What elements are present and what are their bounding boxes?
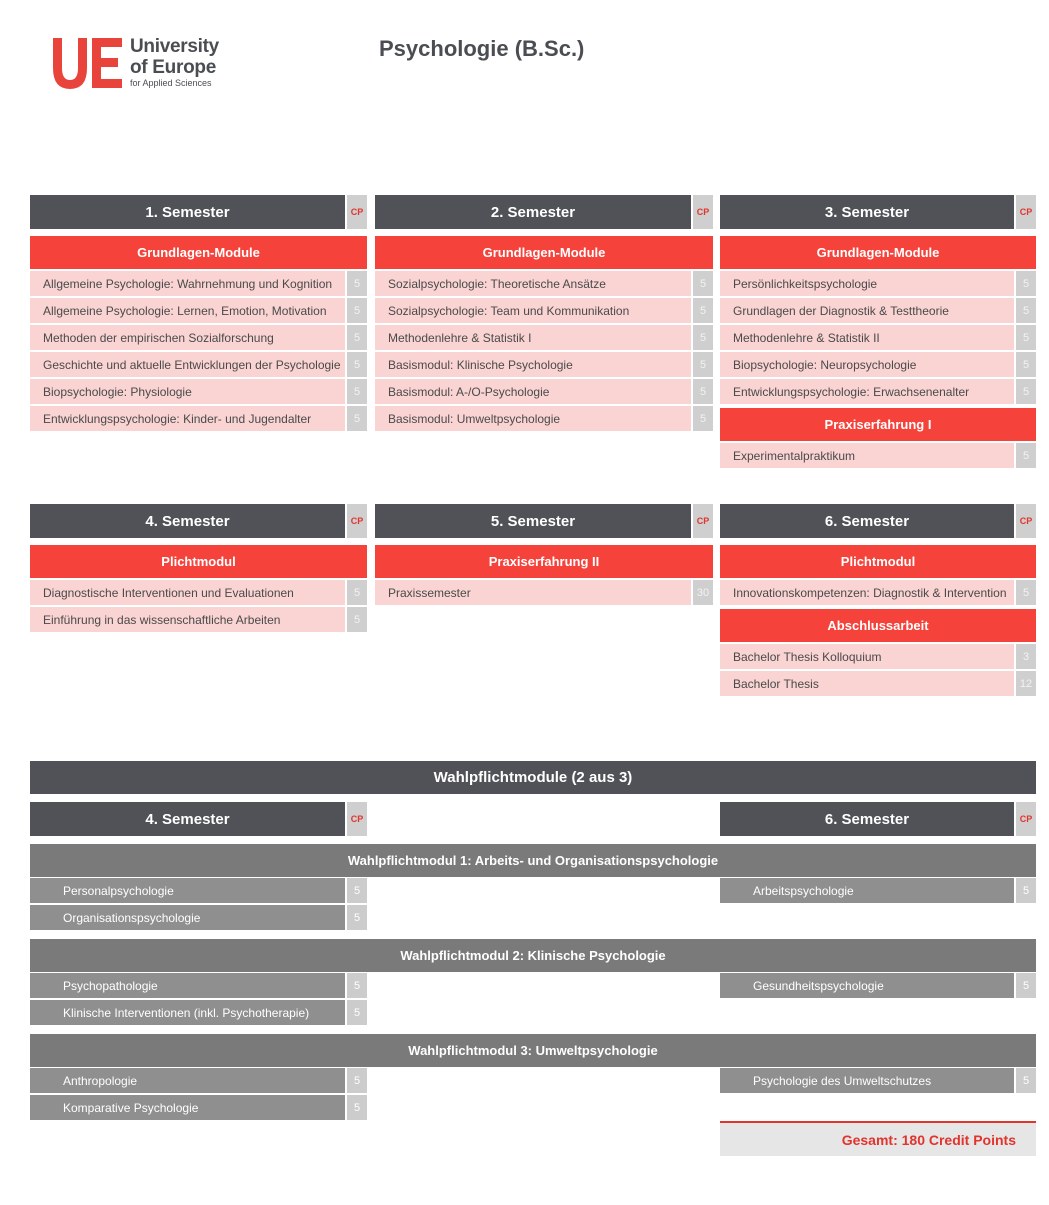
module-name: Sozialpsychologie: Team und Kommunikation <box>375 298 691 323</box>
module-cp: 5 <box>347 1000 367 1025</box>
module-row <box>720 325 1036 350</box>
semester-name: 5. Semester <box>375 504 691 538</box>
module-name: Methodenlehre & Statistik I <box>375 325 691 350</box>
module-row <box>30 271 367 296</box>
semester-name: 4. Semester <box>30 802 345 836</box>
module-row <box>30 352 367 377</box>
module-cp: 5 <box>693 379 713 404</box>
module-name: Arbeitspsychologie <box>720 878 1014 903</box>
module-name: Geschichte und aktuelle Entwicklungen der Psychologie <box>30 352 345 377</box>
module-name: Einführung in das wissenschaftliche Arbeiten <box>30 607 345 632</box>
cp-label: CP <box>347 195 367 229</box>
module-row <box>720 379 1036 404</box>
semester-header <box>720 195 1036 229</box>
module-cp: 5 <box>347 580 367 605</box>
elective-module-row <box>30 1095 367 1120</box>
module-group-title: Praxiserfahrung II <box>375 545 713 578</box>
module-row <box>30 406 367 431</box>
module-row <box>375 406 713 431</box>
cp-label: CP <box>347 802 367 836</box>
module-row <box>375 271 713 296</box>
module-name: Allgemeine Psychologie: Wahrnehmung und Kognition <box>30 271 345 296</box>
module-cp: 3 <box>1016 644 1036 669</box>
cp-label: CP <box>1016 802 1036 836</box>
module-cp: 5 <box>1016 352 1036 377</box>
module-cp: 5 <box>693 325 713 350</box>
cp-label: CP <box>347 504 367 538</box>
module-name: Personalpsychologie <box>30 878 345 903</box>
module-row <box>720 644 1036 669</box>
module-name: Basismodul: Umweltpsychologie <box>375 406 691 431</box>
module-name: Sozialpsychologie: Theoretische Ansätze <box>375 271 691 296</box>
module-name: Anthropologie <box>30 1068 345 1093</box>
elective-section-title: Wahlpflichtmodule (2 aus 3) <box>30 761 1036 794</box>
semester-header <box>30 195 367 229</box>
module-row <box>720 443 1036 468</box>
elective-module-row <box>720 878 1036 903</box>
semester-name: 2. Semester <box>375 195 691 229</box>
module-name: Psychopathologie <box>30 973 345 998</box>
module-cp: 5 <box>347 379 367 404</box>
module-row <box>720 352 1036 377</box>
module-row <box>375 580 713 605</box>
elective-module-row <box>30 1000 367 1025</box>
module-name: Methodenlehre & Statistik II <box>720 325 1014 350</box>
cp-label: CP <box>693 504 713 538</box>
semester-header <box>375 195 713 229</box>
module-name: Entwicklungspsychologie: Erwachsenenalter <box>720 379 1014 404</box>
module-cp: 5 <box>693 406 713 431</box>
elective-module-row <box>30 1068 367 1093</box>
semester-name: 6. Semester <box>720 802 1014 836</box>
module-group-title: Plichtmodul <box>720 545 1036 578</box>
elective-module-row <box>30 973 367 998</box>
module-cp: 5 <box>347 271 367 296</box>
module-name: Bachelor Thesis <box>720 671 1014 696</box>
elective-module-row <box>30 905 367 930</box>
logo-line-1: University <box>130 36 219 57</box>
module-cp: 5 <box>347 1068 367 1093</box>
elective-group-title: Wahlpflichtmodul 3: Umweltpsychologie <box>30 1034 1036 1067</box>
module-group-title: Praxiserfahrung I <box>720 408 1036 441</box>
module-row <box>375 379 713 404</box>
module-cp: 30 <box>693 580 713 605</box>
module-cp: 5 <box>1016 271 1036 296</box>
module-cp: 5 <box>693 298 713 323</box>
semester-name: 1. Semester <box>30 195 345 229</box>
module-row <box>30 325 367 350</box>
module-row <box>30 607 367 632</box>
cp-label: CP <box>693 195 713 229</box>
semester-header <box>375 504 713 538</box>
cp-label: CP <box>1016 504 1036 538</box>
elective-module-row <box>720 1068 1036 1093</box>
semester-name: 4. Semester <box>30 504 345 538</box>
module-cp: 5 <box>1016 379 1036 404</box>
module-name: Praxissemester <box>375 580 691 605</box>
module-cp: 5 <box>347 406 367 431</box>
module-cp: 5 <box>347 1095 367 1120</box>
total-credit-points: Gesamt: 180 Credit Points <box>720 1121 1036 1156</box>
module-name: Diagnostische Interventionen und Evaluationen <box>30 580 345 605</box>
logo-line-3: for Applied Sciences <box>130 78 212 88</box>
module-cp: 5 <box>693 352 713 377</box>
module-row <box>375 298 713 323</box>
module-name: Bachelor Thesis Kolloquium <box>720 644 1014 669</box>
module-group-title: Grundlagen-Module <box>30 236 367 269</box>
module-cp: 5 <box>347 352 367 377</box>
semester-name: 3. Semester <box>720 195 1014 229</box>
module-cp: 5 <box>347 905 367 930</box>
module-row <box>30 298 367 323</box>
semester-header <box>720 504 1036 538</box>
module-name: Komparative Psychologie <box>30 1095 345 1120</box>
module-cp: 5 <box>1016 580 1036 605</box>
module-cp: 5 <box>1016 325 1036 350</box>
elective-module-row <box>30 878 367 903</box>
module-name: Innovationskompetenzen: Diagnostik & Intervention <box>720 580 1014 605</box>
module-row <box>30 580 367 605</box>
cp-label: CP <box>1016 195 1036 229</box>
module-name: Biopsychologie: Neuropsychologie <box>720 352 1014 377</box>
module-row <box>30 379 367 404</box>
module-group-title: Abschlussarbeit <box>720 609 1036 642</box>
module-name: Klinische Interventionen (inkl. Psychotherapie) <box>30 1000 345 1025</box>
logo-wordmark <box>130 36 219 89</box>
module-group-title: Grundlagen-Module <box>375 236 713 269</box>
module-cp: 5 <box>1016 298 1036 323</box>
module-row <box>720 580 1036 605</box>
ue-logo-icon <box>50 36 124 90</box>
module-name: Methoden der empirischen Sozialforschung <box>30 325 345 350</box>
module-name: Basismodul: A-/O-Psychologie <box>375 379 691 404</box>
module-name: Psychologie des Umweltschutzes <box>720 1068 1014 1093</box>
module-cp: 5 <box>347 973 367 998</box>
module-name: Basismodul: Klinische Psychologie <box>375 352 691 377</box>
module-name: Allgemeine Psychologie: Lernen, Emotion, Motivation <box>30 298 345 323</box>
module-name: Gesundheitspsychologie <box>720 973 1014 998</box>
module-group-title: Plichtmodul <box>30 545 367 578</box>
module-name: Biopsychologie: Physiologie <box>30 379 345 404</box>
module-cp: 12 <box>1016 671 1036 696</box>
module-cp: 5 <box>1016 973 1036 998</box>
module-cp: 5 <box>347 298 367 323</box>
module-name: Grundlagen der Diagnostik & Testtheorie <box>720 298 1014 323</box>
module-cp: 5 <box>347 878 367 903</box>
module-cp: 5 <box>693 271 713 296</box>
module-cp: 5 <box>1016 1068 1036 1093</box>
module-cp: 5 <box>347 325 367 350</box>
elective-module-row <box>720 973 1036 998</box>
module-name: Persönlichkeitspsychologie <box>720 271 1014 296</box>
elective-group-title: Wahlpflichtmodul 1: Arbeits- und Organisationspsychologie <box>30 844 1036 877</box>
module-cp: 5 <box>347 607 367 632</box>
logo-line-2: of Europe <box>130 57 216 78</box>
semester-name: 6. Semester <box>720 504 1014 538</box>
module-name: Experimentalpraktikum <box>720 443 1014 468</box>
module-name: Entwicklungspsychologie: Kinder- und Jugendalter <box>30 406 345 431</box>
page-title: Psychologie (B.Sc.) <box>379 36 585 61</box>
module-row <box>375 325 713 350</box>
module-group-title: Grundlagen-Module <box>720 236 1036 269</box>
module-name: Organisationspsychologie <box>30 905 345 930</box>
semester-header <box>30 504 367 538</box>
elective-right-semester-header <box>720 802 1036 836</box>
elective-left-semester-header <box>30 802 367 836</box>
module-cp: 5 <box>1016 443 1036 468</box>
elective-group-title: Wahlpflichtmodul 2: Klinische Psychologie <box>30 939 1036 972</box>
module-row <box>375 352 713 377</box>
module-row <box>720 271 1036 296</box>
module-cp: 5 <box>1016 878 1036 903</box>
module-row <box>720 671 1036 696</box>
module-row <box>720 298 1036 323</box>
